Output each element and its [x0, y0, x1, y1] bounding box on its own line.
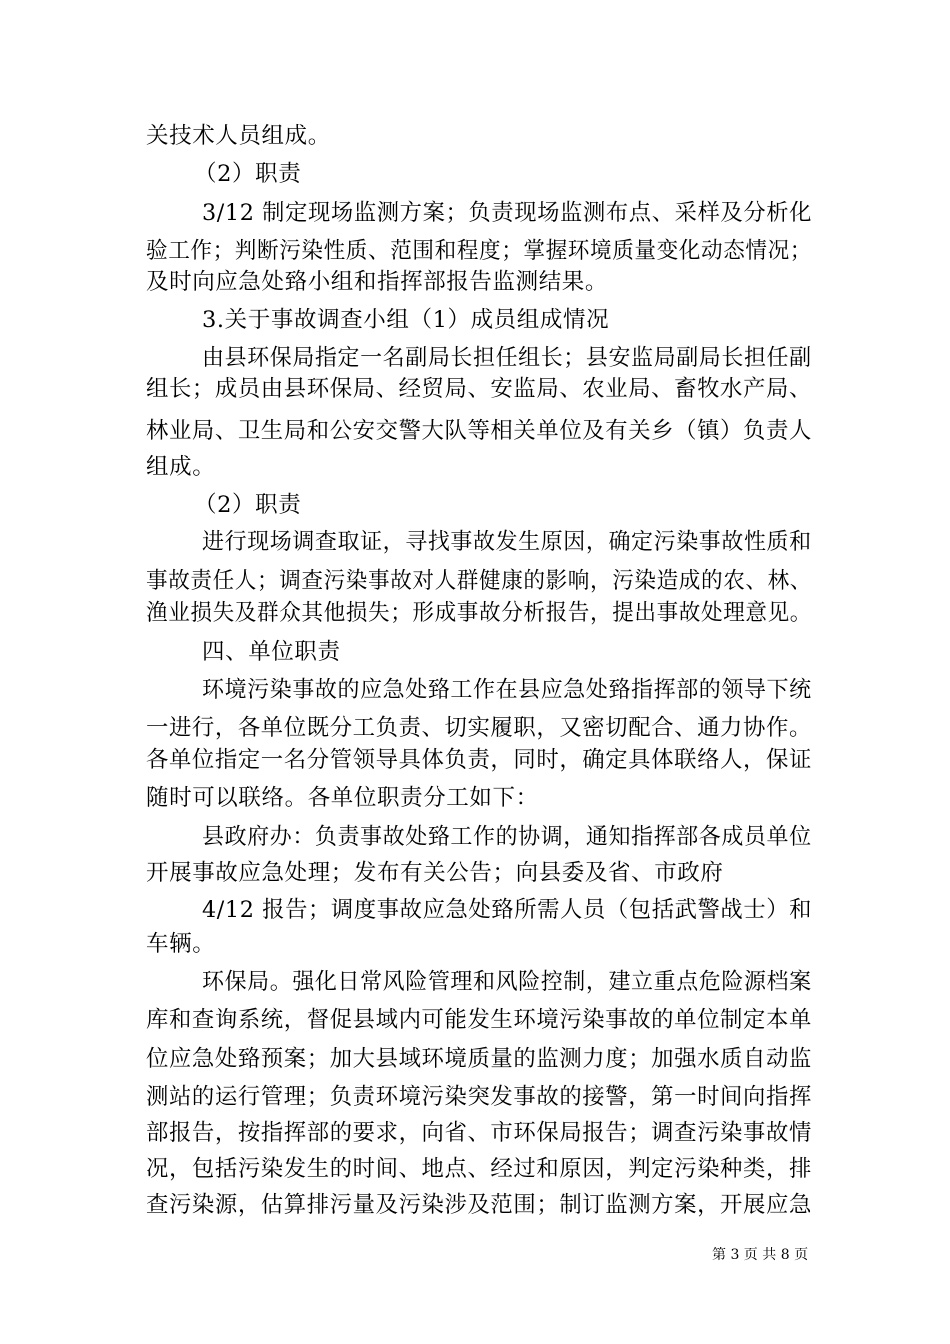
- text-line: 及时向应急处臵小组和指挥部报告监测结果。: [146, 269, 609, 295]
- text-line: 部报告，按指挥部的要求，向省、市环保局报告；调查污染事故情: [146, 1120, 812, 1146]
- text-line: 况，包括污染发生的时间、地点、经过和原因，判定污染种类，排: [146, 1156, 812, 1182]
- text-line: 3/12 制定现场监测方案；负责现场监测布点、采样及分析化: [202, 200, 813, 226]
- text-line: 车辆。: [146, 931, 216, 957]
- text-line: 验工作；判断污染性质、范围和程度；掌握环境质量变化动态情况；: [146, 238, 813, 264]
- text-line: 一进行，各单位既分工负责、切实履职，又密切配合、通力协作。: [146, 715, 812, 741]
- text-line: 位应急处臵预案；加大县域环境质量的监测力度；加强水质自动监: [146, 1046, 812, 1072]
- text-line: 事故责任人；调查污染事故对人群健康的影响，污染造成的农、林、: [146, 568, 813, 594]
- text-line: 库和查询系统，督促县域内可能发生环境污染事故的单位制定本单: [146, 1007, 812, 1033]
- text-line: 渔业损失及群众其他损失；形成事故分析报告，提出事故处理意见。: [146, 600, 813, 626]
- text-line: 环境污染事故的应急处臵工作在县应急处臵指挥部的领导下统: [202, 677, 812, 703]
- text-line: 组长；成员由县环保局、经贸局、安监局、农业局、畜牧水产局、: [146, 376, 812, 402]
- text-line: 测站的运行管理；负责环境污染突发事故的接警，第一时间向指挥: [146, 1084, 812, 1110]
- text-line: 关技术人员组成。: [146, 123, 331, 149]
- text-line: 查污染源，估算排污量及污染涉及范围；制订监测方案，开展应急: [146, 1192, 812, 1218]
- text-line: 随时可以联络。各单位职责分工如下：: [146, 785, 539, 811]
- page-number-footer: 第 3 页 共 8 页: [712, 1247, 809, 1263]
- text-line: 各单位指定一名分管领导具体负责，同时，确定具体联络人，保证: [146, 747, 812, 773]
- text-line: 组成。: [146, 454, 216, 480]
- text-line: 由县环保局指定一名副局长担任组长；县安监局副局长担任副: [202, 345, 812, 371]
- text-line: 开展事故应急处理；发布有关公告；向县委及省、市政府: [146, 860, 724, 886]
- text-line: 环保局。强化日常风险管理和风险控制，建立重点危险源档案: [202, 969, 812, 995]
- text-line: 进行现场调查取证，寻找事故发生原因，确定污染事故性质和: [202, 529, 812, 555]
- subheading-duties: （2）职责: [194, 492, 302, 518]
- text-line: 4/12 报告；调度事故应急处臵所需人员（包括武警战士）和: [202, 897, 813, 923]
- text-line: 县政府办：负责事故处臵工作的协调，通知指挥部各成员单位: [202, 824, 812, 850]
- subheading-investigation-group: 3.关于事故调查小组（1）成员组成情况: [202, 307, 610, 333]
- subheading-duties: （2）职责: [194, 161, 302, 187]
- text-line: 林业局、卫生局和公安交警大队等相关单位及有关乡（镇）负责人: [146, 418, 812, 444]
- section-heading-unit-duties: 四、单位职责: [202, 639, 341, 665]
